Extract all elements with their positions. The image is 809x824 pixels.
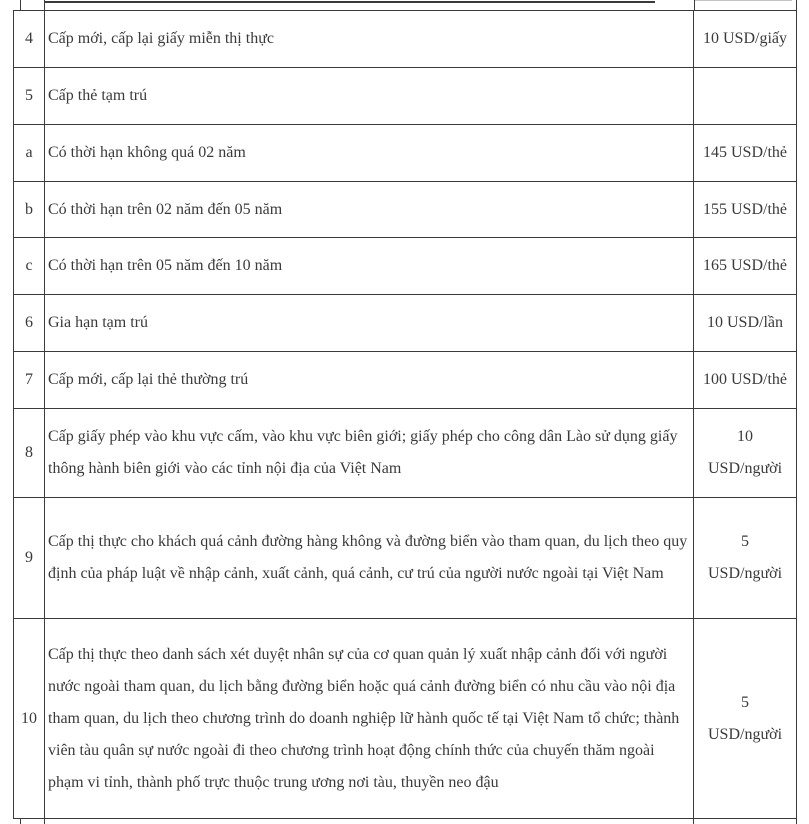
table-border-line (695, 0, 792, 1)
row-fee-cell (694, 619, 797, 819)
row-fee-cell (694, 238, 797, 295)
row-number: a (25, 144, 33, 161)
table-row (14, 352, 797, 409)
row-number: 5 (25, 87, 33, 104)
row-description: Gia hạn tạm trú (48, 314, 148, 331)
row-number-cell (14, 125, 45, 182)
row-description-cell (45, 125, 694, 182)
row-description-cell (45, 352, 694, 409)
fee-line: 155 USD/thẻ (703, 200, 787, 218)
fee-line: 145 USD/thẻ (703, 144, 787, 161)
row-number: b (25, 200, 33, 218)
fee-line: 10 USD/giấy (703, 30, 787, 47)
fee-line: 10 USD/lần (707, 314, 783, 331)
row-number-cell (14, 409, 45, 498)
fee-line: USD/người (707, 565, 783, 582)
table-row (14, 125, 797, 182)
row-description-cell (45, 295, 694, 352)
fee-line: 5 (741, 533, 749, 550)
table-row (14, 238, 797, 295)
row-number: 10 (21, 709, 37, 727)
row-number: 4 (25, 30, 33, 47)
table-border-line (796, 818, 797, 824)
table-border-line (20, 0, 21, 10)
fee-table-body (14, 11, 797, 819)
row-fee-cell (694, 352, 797, 409)
row-number-cell (14, 68, 45, 125)
row-description-cell (45, 68, 694, 125)
table-border-line (693, 818, 694, 824)
fee-table (13, 10, 797, 819)
row-number: c (25, 257, 33, 274)
table-border-line (20, 818, 21, 824)
row-number: 9 (25, 549, 33, 566)
table-row (14, 498, 797, 619)
row-fee-cell (694, 498, 797, 619)
table-row (14, 619, 797, 819)
row-fee-cell (694, 11, 797, 68)
row-number: 6 (25, 314, 33, 331)
table-border-line (796, 0, 797, 10)
row-fee-cell (694, 409, 797, 498)
table-row (14, 68, 797, 125)
row-number-cell (14, 238, 45, 295)
row-fee-cell (694, 68, 797, 125)
row-number: 7 (25, 371, 33, 388)
row-fee-cell (694, 125, 797, 182)
fee-line: 5 (741, 693, 749, 711)
row-description: Cấp thị thực theo danh sách xét duyệt nhân sự của cơ quan quản lý xuất nhập cảnh đối với người nước ngoài tham quan, du lịch bằng đường biển hoặc quá cảnh đường biển có nhu cầu vào nội địa tham quan, du lịch theo chương trình do doanh nghiệp lữ hành quốc tế tại Việt Nam tổ chức; thành viên tàu quân sự nước ngoài đi theo chương trình hoạt động chính thức của chuyến thăm ngoài phạm vi tỉnh, thành phố trực thuộc trung ương nơi tàu, thuyền neo đậu (48, 645, 680, 791)
row-number-cell (14, 182, 45, 238)
row-description: Cấp thẻ tạm trú (48, 87, 148, 104)
row-description-cell (45, 619, 694, 819)
row-fee-cell (694, 182, 797, 238)
table-border-line (694, 0, 695, 10)
fee-line: 10 (737, 428, 753, 445)
fee-line: USD/người (707, 725, 783, 743)
row-description: Có thời hạn không quá 02 năm (48, 144, 246, 161)
table-border-line (44, 1, 655, 3)
row-description-cell (45, 238, 694, 295)
fee-line: 100 USD/thẻ (703, 371, 787, 388)
row-description: Cấp giấy phép vào khu vực cấm, vào khu vực biên giới; giấy phép cho công dân Lào sử dụng giấy thông hành biên giới vào các tỉnh nội địa của Việt Nam (48, 428, 678, 477)
row-description-cell (45, 409, 694, 498)
table-row (14, 182, 797, 238)
row-description-cell (45, 182, 694, 238)
row-description: Cấp mới, cấp lại thẻ thường trú (48, 371, 249, 388)
row-description: Có thời hạn trên 05 năm đến 10 năm (48, 257, 283, 274)
row-number-cell (14, 352, 45, 409)
table-row (14, 295, 797, 352)
row-number-cell (14, 619, 45, 819)
table-row (14, 11, 797, 68)
table-row (14, 409, 797, 498)
row-number-cell (14, 295, 45, 352)
row-description-cell (45, 11, 694, 68)
row-description: Cấp thị thực cho khách quá cảnh đường hàng không và đường biển vào tham quan, du lịch theo quy định của pháp luật về nhập cảnh, xuất cảnh, quá cảnh, cư trú của người nước ngoài tại Việt Nam (48, 533, 688, 582)
row-description-cell (45, 498, 694, 619)
row-description: Cấp mới, cấp lại giấy miễn thị thực (48, 30, 274, 47)
clipped-row-above (0, 0, 809, 10)
row-number: 8 (25, 444, 33, 461)
row-number-cell (14, 498, 45, 619)
row-number-cell (14, 11, 45, 68)
row-fee-cell (694, 295, 797, 352)
row-description: Có thời hạn trên 02 năm đến 05 năm (48, 200, 283, 218)
table-border-line (44, 818, 45, 824)
clipped-row-below (0, 818, 809, 824)
fee-line: 165 USD/thẻ (703, 257, 787, 274)
fee-line: USD/người (707, 460, 783, 477)
